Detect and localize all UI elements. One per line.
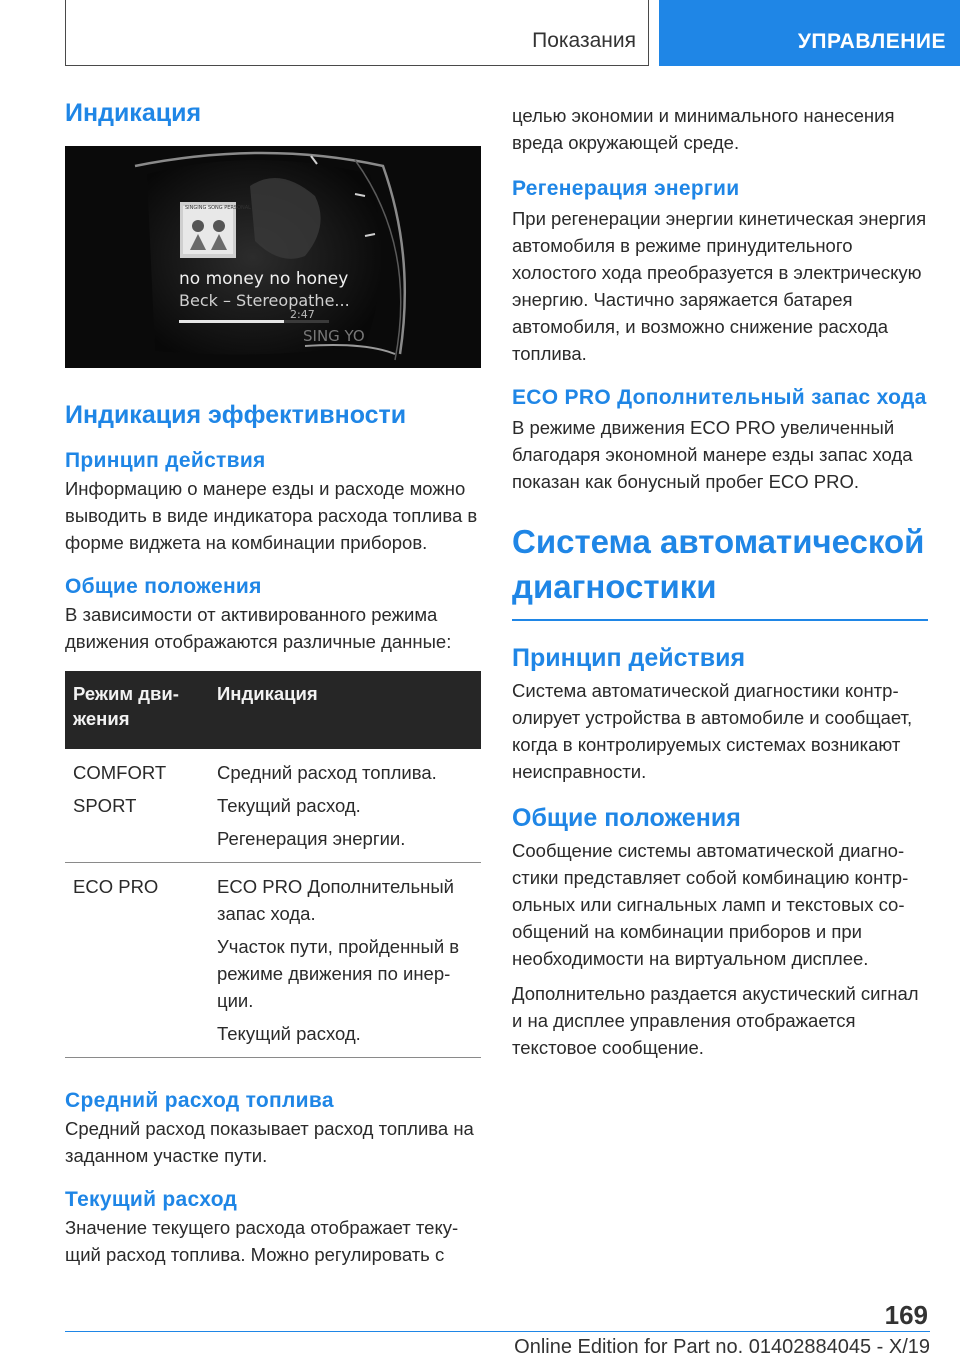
table-header-row — [65, 671, 481, 749]
regeneration-text: При регенерации энергии кинетическая энергия автомобиля в режиме принудительного холостого хода преобразуется в электрическую энергию. Частично заряжается батарея автомобиля, и возможно снижение расхода топлива. — [512, 208, 927, 364]
header-section-tab — [65, 0, 649, 66]
diag-general-text-2: Дополнительно раздается акустический сигнал и на дисплее управления отображается текстовое сообщение. — [512, 982, 919, 1058]
display-title: Индикация — [65, 99, 202, 127]
right-column — [512, 102, 928, 1061]
display-item: Участок пути, пройденный в режиме движения по инерции. — [217, 936, 460, 1011]
continuation-text: целью экономии и минимального нанесения вреда окружающей среде. — [512, 105, 895, 153]
avg-consumption-heading: Средний расход топлива — [65, 1089, 334, 1112]
current-consumption-text: Значение текущего расхода отображает текущий расход топлива. Можно регулировать с — [65, 1217, 459, 1265]
album-art-caption: SINGING SONG PERSONAL — [185, 205, 251, 211]
table-cell-display — [209, 863, 481, 1058]
diag-general-heading: Общие положения — [512, 803, 741, 832]
efficiency-title: Индикация эффективности — [65, 401, 407, 429]
display-item: ECO PRO Дополнительный запас хода. — [217, 876, 454, 924]
regeneration-heading: Регенерация энергии — [512, 177, 740, 200]
diag-principle-text: Система автоматической диагностики контролирует устройства в автомобиле и сообщает, когда в контролируемых системах возникают неисправности. — [512, 679, 913, 782]
principle-text: Информацию о манере езды и расходе можно выводить в виде индикатора расхода топлива в форме виджета на комбинации приборов. — [65, 478, 478, 553]
table-cell-display — [209, 749, 481, 863]
eco-pro-text: В режиме движения ECO PRO увеличенный благодаря экономной манере езды запас хода показан как бонусный пробег ECO PRO. — [512, 417, 913, 492]
footer-edition: Online Edition for Part no. 01402884045 - X/19 — [514, 1336, 930, 1358]
page-number: 169 — [884, 1300, 928, 1330]
general-heading: Общие положения — [65, 575, 262, 598]
left-column — [65, 96, 481, 1268]
header-chapter-tab — [659, 0, 960, 66]
diagnostics-title: Система автоматической диагностики — [512, 523, 925, 605]
table-cell-mode — [65, 863, 209, 1058]
footer-divider — [65, 1331, 930, 1332]
track-title: no money no honey — [179, 269, 349, 289]
table-cell-mode — [65, 749, 209, 863]
display-item: Регенерация энергии. — [217, 828, 406, 849]
diag-principle-heading: Принцип действия — [512, 643, 746, 672]
progress-fill — [179, 320, 284, 323]
display-item: Средний расход топлива. — [217, 762, 437, 783]
table-row — [65, 863, 481, 1058]
track-artist: Beck – Stereopathe... — [179, 291, 350, 310]
header-section-label: Показания — [532, 29, 636, 52]
display-item: Текущий расход. — [217, 795, 361, 816]
general-text: В зависимости от активированного режима движения отображаются различные данные: — [65, 604, 452, 652]
header-chapter-label: УПРАВЛЕНИЕ — [797, 30, 946, 53]
track-time: 2:47 — [290, 308, 315, 321]
table-header-display: Индикация — [209, 671, 481, 749]
mode-sport: SPORT — [73, 795, 137, 816]
mode-eco-pro: ECO PRO — [73, 876, 159, 897]
mode-comfort: COMFORT — [73, 762, 167, 783]
table-header-mode: Режим движения — [65, 671, 209, 749]
principle-heading: Принцип действия — [65, 449, 266, 472]
instrument-display-illustration — [65, 146, 481, 368]
mode-table — [65, 671, 481, 1058]
avg-consumption-text: Средний расход показывает расход топлива на заданном участке пути. — [65, 1118, 474, 1166]
eco-pro-heading: ECO PRO Дополнительный запас хода — [512, 386, 927, 409]
current-consumption-heading: Текущий расход — [65, 1188, 238, 1211]
background-text: SING YO — [303, 327, 365, 345]
table-row — [65, 749, 481, 863]
display-item: Текущий расход. — [217, 1023, 361, 1044]
diag-general-text-1: Сообщение системы автоматической диагностики представляет собой комбинацию контрольных или сигнальных ламп и текстовых сообщений на комбинации приборов и при необходимости на виртуальном дисплее. — [512, 839, 909, 969]
instrument-display-photo — [65, 146, 481, 368]
section-divider — [512, 619, 928, 621]
